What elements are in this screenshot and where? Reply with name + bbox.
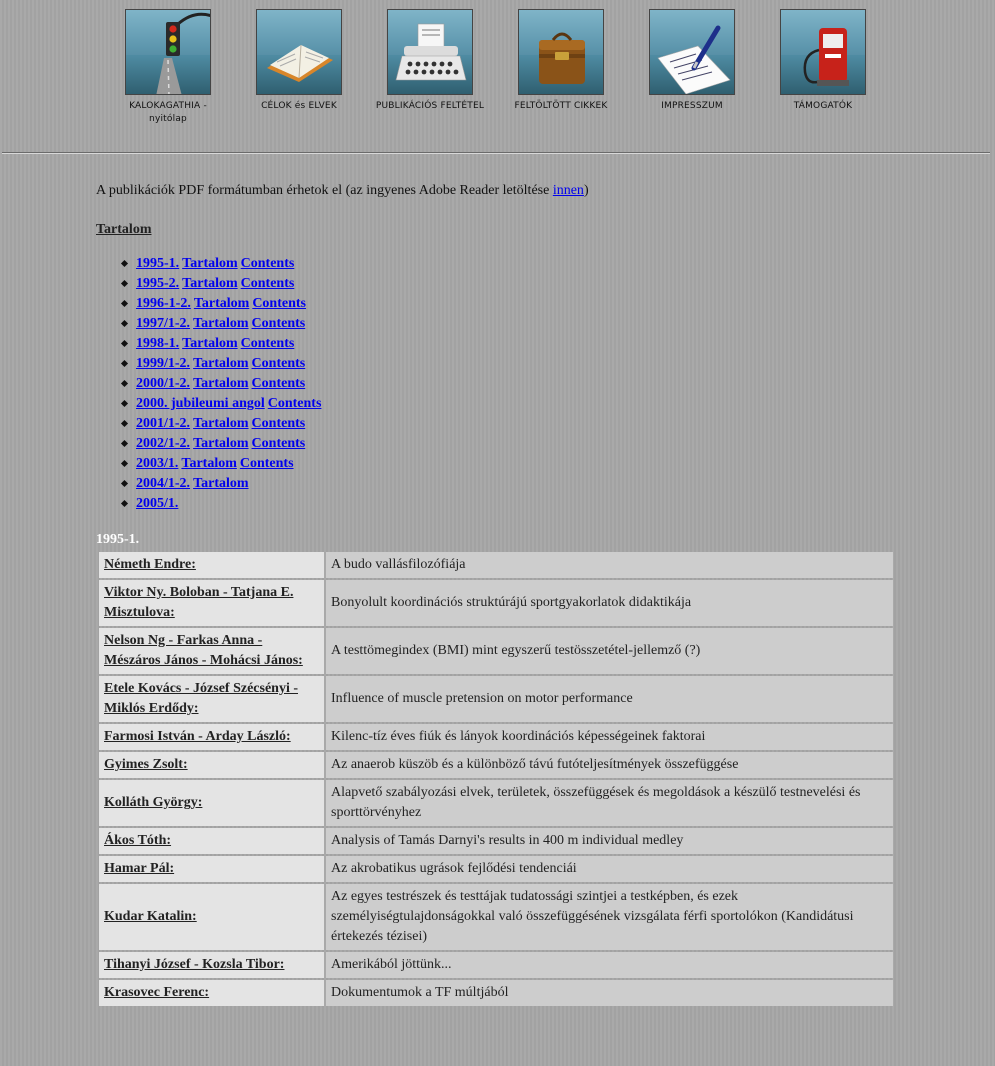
tartalom-link[interactable]: Tartalom — [193, 376, 249, 391]
article-author[interactable]: Ákos Tóth: — [104, 833, 172, 848]
nav-label-goals: CÉLOK és ELVEK — [261, 101, 337, 111]
nav-item-publication-conditions[interactable] — [365, 9, 495, 113]
contents-link[interactable]: Contents — [239, 456, 294, 471]
tartalom-link[interactable]: Tartalom — [193, 356, 249, 371]
article-author-cell — [99, 752, 324, 778]
table-row — [99, 828, 893, 854]
toc-heading: Tartalom — [96, 222, 152, 237]
nav-item-uploaded-articles[interactable] — [496, 9, 626, 113]
nav-label-supporters: TÁMOGATÓK — [793, 101, 853, 111]
issue-list-item — [136, 454, 896, 474]
nav-label-imprint: IMPRESSZUM — [661, 101, 723, 111]
contents-link[interactable]: Contents — [251, 316, 306, 331]
table-row — [99, 752, 893, 778]
table-row — [99, 980, 893, 1006]
article-author-cell — [99, 952, 324, 978]
table-row — [99, 884, 893, 950]
issue-link[interactable]: 2001/1-2. — [136, 416, 191, 431]
issue-link[interactable]: 1999/1-2. — [136, 356, 191, 371]
table-row — [99, 628, 893, 674]
contents-link[interactable]: Contents — [240, 276, 295, 291]
issue-list-item — [136, 434, 896, 454]
tartalom-link[interactable]: Tartalom — [193, 416, 249, 431]
article-author-cell — [99, 980, 324, 1006]
issue-link[interactable]: 2000/1-2. — [136, 376, 191, 391]
article-author-cell — [99, 828, 324, 854]
main-content — [96, 180, 896, 550]
contents-link[interactable]: Contents — [251, 436, 306, 451]
header-divider — [2, 152, 990, 154]
article-title: Dokumentumok a TF múltjából — [326, 980, 893, 1006]
issue-link[interactable]: 2002/1-2. — [136, 436, 191, 451]
article-author-cell — [99, 676, 324, 722]
issue-list-item — [136, 314, 896, 334]
article-author-cell — [99, 552, 324, 578]
article-author[interactable]: Gyimes Zsolt: — [104, 757, 188, 772]
nav-label-uploaded-articles: FELTÖLTÖTT CIKKEK — [514, 101, 608, 111]
fuel-pump-icon — [780, 9, 866, 95]
table-row — [99, 580, 893, 626]
contents-link[interactable]: Contents — [251, 356, 306, 371]
issue-link[interactable]: 1995-1. — [136, 256, 180, 271]
tartalom-link[interactable]: Tartalom — [182, 336, 238, 351]
tartalom-link[interactable]: Tartalom — [193, 476, 249, 491]
pen-paper-icon — [649, 9, 735, 95]
article-author[interactable]: Farmosi István - Arday László: — [104, 729, 291, 744]
issue-list-item — [136, 354, 896, 374]
adobe-reader-link[interactable]: innen — [552, 183, 584, 198]
briefcase-icon — [518, 9, 604, 95]
nav-item-home[interactable] — [103, 9, 233, 126]
tartalom-link[interactable]: Tartalom — [193, 296, 250, 311]
article-author[interactable]: Kudar Katalin: — [104, 909, 197, 924]
tartalom-link[interactable]: Tartalom — [193, 316, 249, 331]
issue-link[interactable]: 2004/1-2. — [136, 476, 191, 491]
contents-link[interactable]: Contents — [251, 416, 306, 431]
tartalom-link[interactable]: Tartalom — [182, 276, 238, 291]
article-author[interactable]: Hamar Pál: — [104, 861, 175, 876]
contents-link[interactable]: Contents — [240, 256, 295, 271]
table-row — [99, 552, 893, 578]
issue-link[interactable]: 1997/1-2. — [136, 316, 191, 331]
tartalom-link[interactable]: Tartalom — [193, 436, 249, 451]
articles-table — [97, 550, 895, 1008]
open-book-icon — [256, 9, 342, 95]
nav-item-supporters[interactable] — [758, 9, 888, 113]
issue-list — [96, 254, 896, 514]
issue-link[interactable]: 1995-2. — [136, 276, 180, 291]
traffic-light-icon — [125, 9, 211, 95]
issue-list-item — [136, 334, 896, 354]
issue-list-item — [136, 294, 896, 314]
article-title: Alapvető szabályozási elvek, területek, összefüggések és megoldások a készülő testnevelési és sporttörvényhez — [326, 780, 893, 826]
article-author-cell — [99, 580, 324, 626]
article-title: A budo vallásfilozófiája — [326, 552, 893, 578]
article-author-cell — [99, 856, 324, 882]
contents-link[interactable]: Contents — [251, 376, 306, 391]
section-heading: 1995-1. — [96, 532, 140, 547]
issue-list-item — [136, 374, 896, 394]
article-author[interactable]: Tihanyi József - Kozsla Tibor: — [104, 957, 285, 972]
issue-list-item — [136, 254, 896, 274]
article-author[interactable]: Viktor Ny. Boloban - Tatjana E. Misztulova: — [104, 585, 294, 620]
nav-label-home-sub: nyitólap — [149, 114, 187, 124]
contents-link[interactable]: Contents — [267, 396, 322, 411]
table-row — [99, 724, 893, 750]
article-title: Az anaerob küszöb és a különböző távú futóteljesítmények összefüggése — [326, 752, 893, 778]
intro-text: A publikációk PDF formátumban érhetok el (az ingyenes Adobe Reader letöltése innen) — [96, 183, 589, 198]
article-author[interactable]: Nelson Ng - Farkas Anna - Mészáros János - Mohácsi János: — [104, 633, 303, 668]
tartalom-link[interactable]: Tartalom — [182, 256, 238, 271]
article-title: Az akrobatikus ugrások fejlődési tendenciái — [326, 856, 893, 882]
issue-list-item — [136, 274, 896, 294]
nav-label-publication-conditions: PUBLIKÁCIÓS FELTÉTEL — [375, 101, 485, 111]
issue-list-item — [136, 474, 896, 494]
article-title: Influence of muscle pretension on motor performance — [326, 676, 893, 722]
article-title: A testtömegindex (BMI) mint egyszerű testösszetétel-jellemző (?) — [326, 628, 893, 674]
issue-list-item — [136, 394, 896, 414]
top-navigation — [0, 0, 995, 150]
tartalom-link[interactable]: Tartalom — [181, 456, 237, 471]
table-row — [99, 952, 893, 978]
issue-link[interactable]: 2000. jubileumi angol — [136, 396, 265, 411]
article-author-cell — [99, 724, 324, 750]
contents-link[interactable]: Contents — [252, 296, 306, 311]
article-title: Bonyolult koordinációs struktúrájú sportgyakorlatok didaktikája — [326, 580, 893, 626]
nav-item-imprint[interactable] — [627, 9, 757, 113]
article-author-cell — [99, 780, 324, 826]
article-author[interactable]: Németh Endre: — [104, 557, 196, 572]
article-title: Kilenc-tíz éves fiúk és lányok koordinációs képességeinek faktorai — [326, 724, 893, 750]
issue-link[interactable]: 1998-1. — [136, 336, 180, 351]
typewriter-icon — [387, 9, 473, 95]
table-row — [99, 856, 893, 882]
article-author-cell — [99, 628, 324, 674]
contents-link[interactable]: Contents — [240, 336, 295, 351]
article-author[interactable]: Etele Kovács - József Szécsényi - Miklós Erdődy: — [104, 681, 298, 716]
article-title: Analysis of Tamás Darnyi's results in 400 m individual medley — [326, 828, 893, 854]
table-row — [99, 780, 893, 826]
article-author[interactable]: Kolláth György: — [104, 795, 203, 810]
issue-link[interactable]: 1996-1-2. — [136, 296, 191, 311]
table-row — [99, 676, 893, 722]
issue-list-item — [136, 494, 896, 514]
nav-label-home: KALOKAGATHIA - — [129, 101, 207, 111]
article-author-cell — [99, 884, 324, 950]
article-author[interactable]: Krasovec Ferenc: — [104, 985, 210, 1000]
issue-list-item — [136, 414, 896, 434]
issue-link[interactable]: 2003/1. — [136, 456, 179, 471]
article-title: Az egyes testrészek és testtájak tudatossági szintjei a testképben, és ezek személyiségtulajdonságokkal való összefüggésének vizsgálata férfi sportolókon (Kandidátusi értekezés tézisei) — [326, 884, 893, 950]
article-title: Amerikából jöttünk... — [326, 952, 893, 978]
nav-item-goals[interactable] — [234, 9, 364, 113]
issue-link[interactable]: 2005/1. — [136, 496, 179, 511]
